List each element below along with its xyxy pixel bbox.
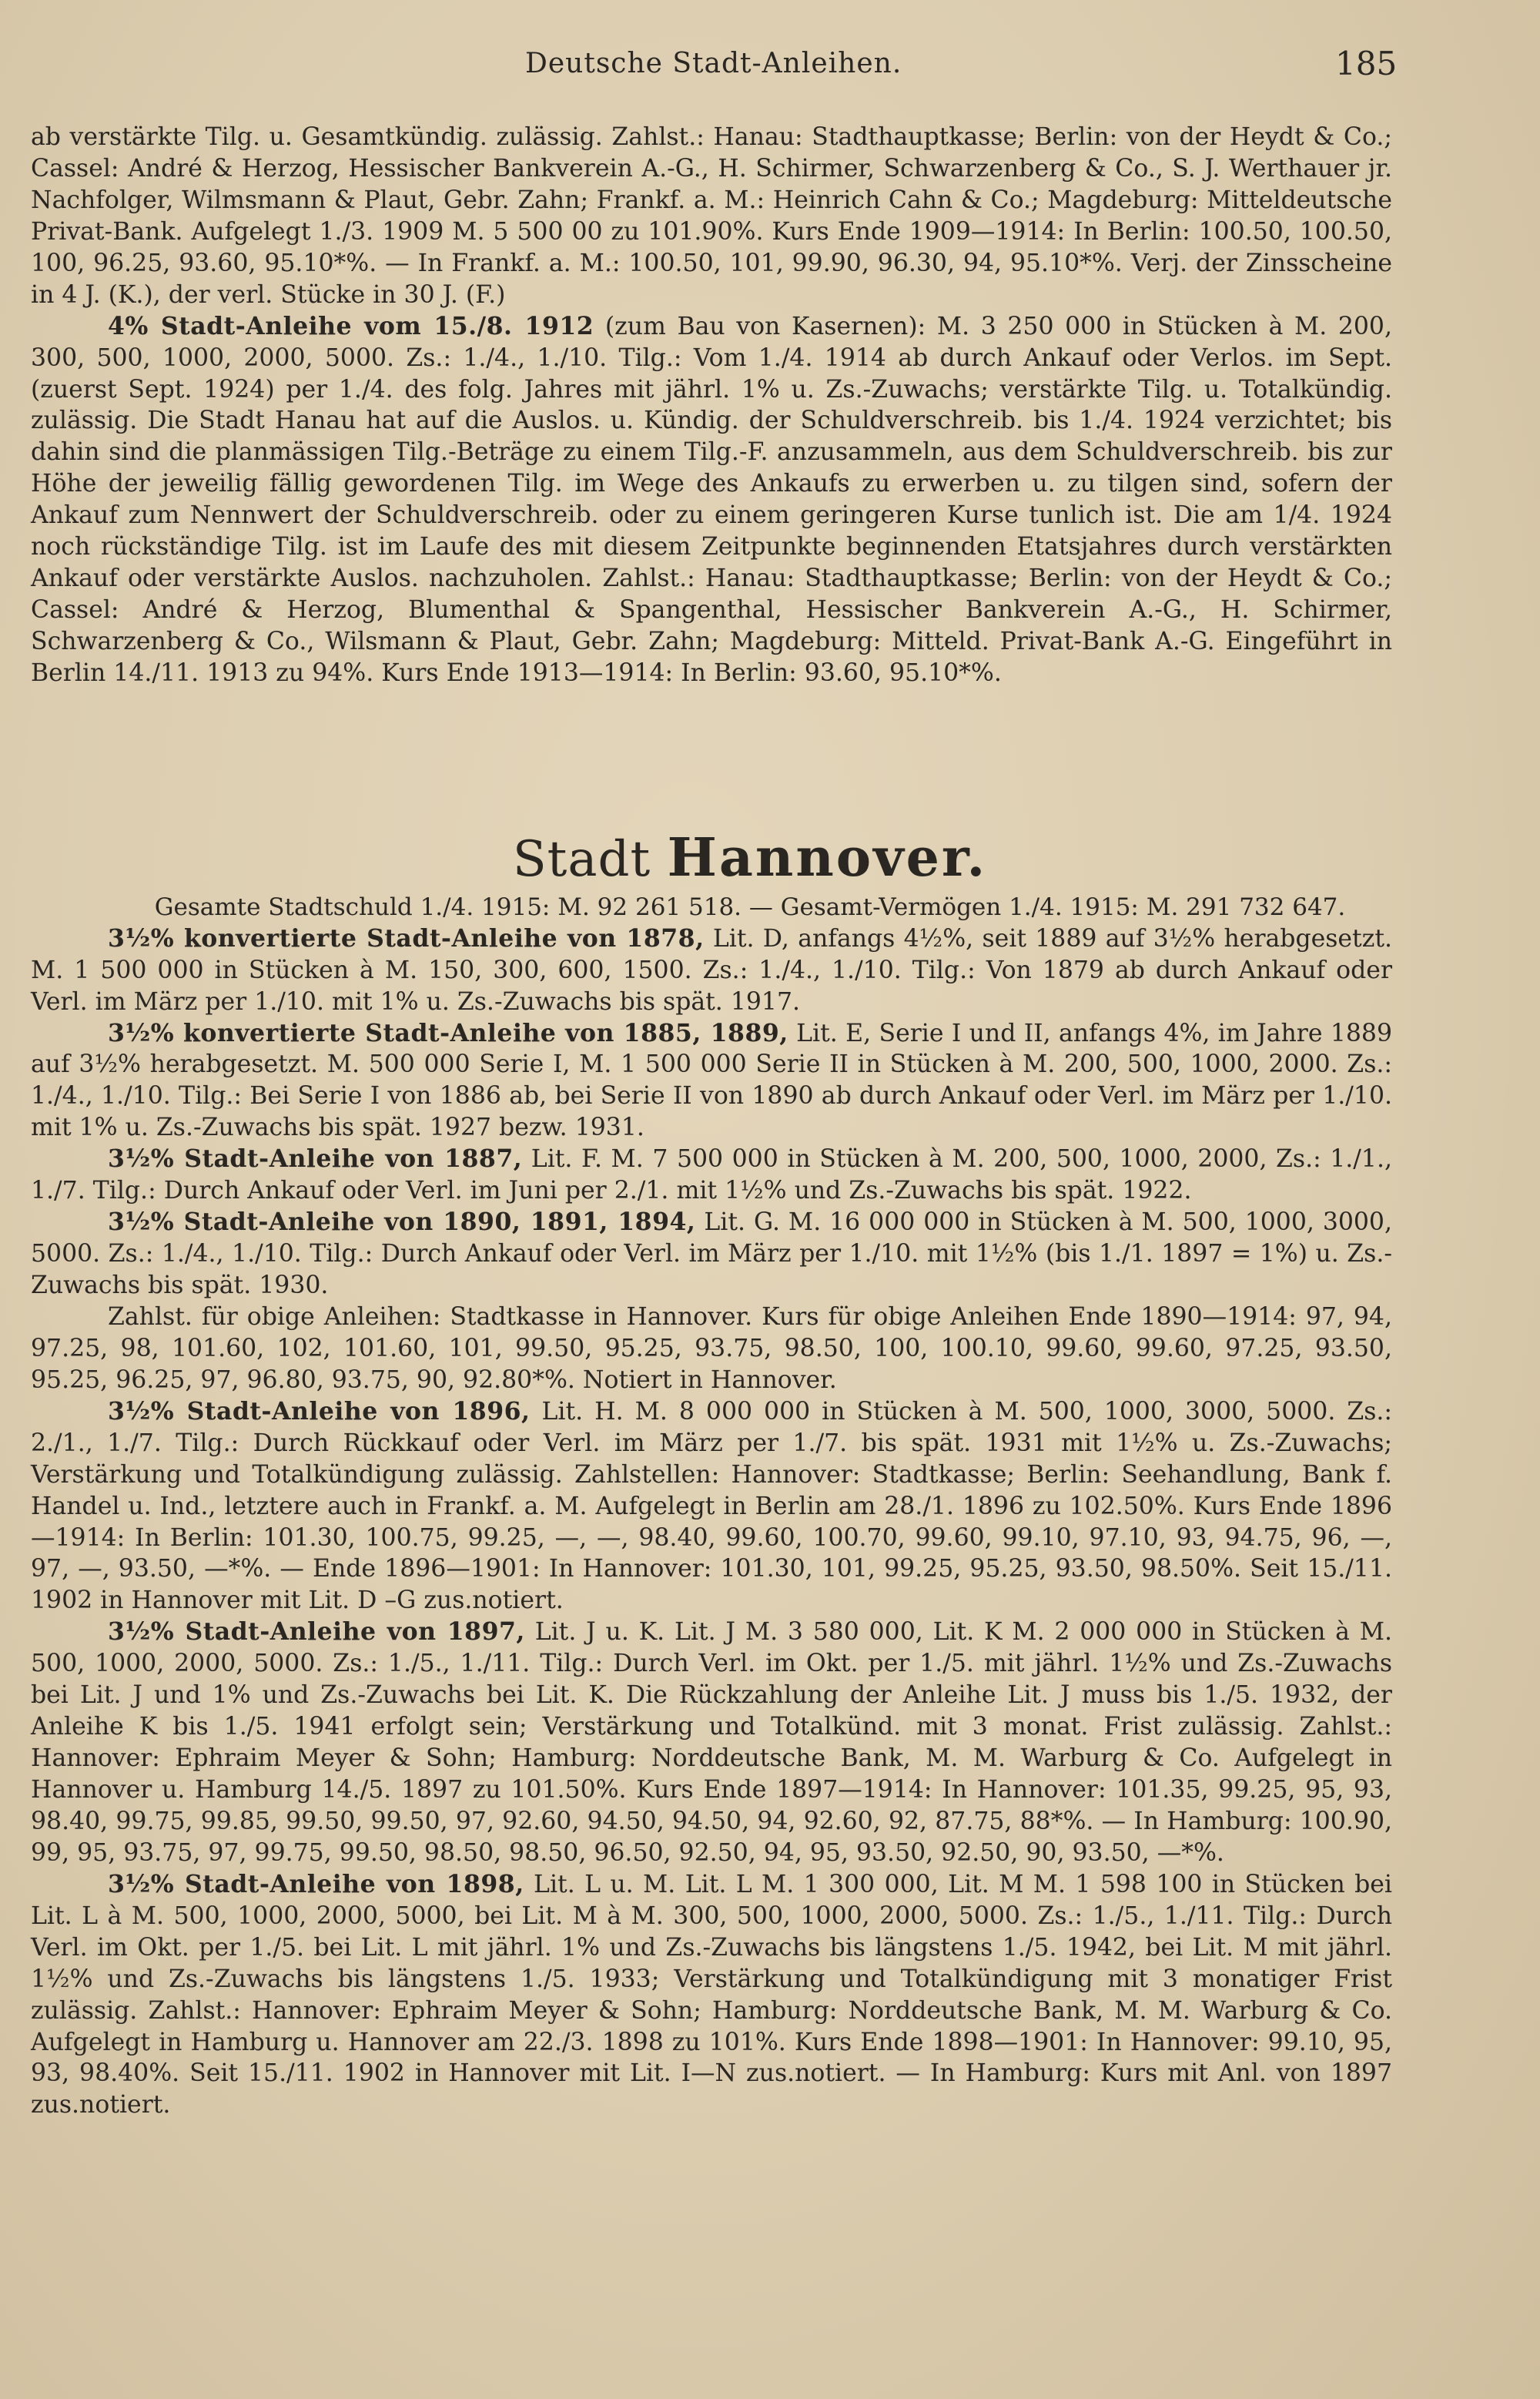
loan-heading: 3½% Stadt-Anleihe von 1896, [108, 1396, 531, 1426]
loan-heading: 3½% konvertierte Stadt-Anleihe von 1878, [108, 923, 705, 953]
loan-text: Lit. D, anfangs 4½%, seit 1889 auf 3½% herabgesetzt. M. 1 500 000 in Stücken à M. 150, 300, 600, 1500. Zs.: 1./4., 1./10. Tilg.: Von 1879 ab durch Ankauf oder Verl. im März per 1./10. mit 1% u. Zs.-Zuwachs bis spät. 1917. [31, 924, 1392, 1016]
loan-1885 [31, 1018, 1392, 1144]
loan-text: Lit. E, Serie I und II, anfangs 4%, im Jahre 1889 auf 3½% herabgesetzt. M. 500 000 Serie I, M. 1 500 000 Serie II in Stücken à M. 200, 500, 1000, 2000. Zs.: 1./4., 1./10. Tilg.: Bei Serie I von 1886 ab, bei Serie II von 1890 ab durch Ankauf oder Verl. im März per 1./10. mit 1% u. Zs.-Zuwachs bis spät. 1927 bezw. 1931. [31, 1019, 1392, 1142]
loan-text: Lit. J u. K. Lit. J M. 3 580 000, Lit. K M. 2 000 000 in Stücken à M. 500, 1000, 2000, 5000. Zs.: 1./5., 1./11. Tilg.: Durch Verl. im Okt. per 1./5. mit jährl. 1½% und Zs.-Zuwachs bei Lit. J und 1% und Zs.-Zuwachs bei Lit. K. Die Rückzahlung der Anleihe Lit. J muss bis 1./5. 1932, der Anleihe K bis 1./5. 1941 erfolgt sein; Verstärkung und Totalkünd. mit 3 monat. Frist zulässig. Zahlst.: Hannover: Ephraim Meyer & Sohn; Hamburg: Norddeutsche Bank, M. M. Warburg & Co. Aufgelegt in Hannover u. Hamburg 14./5. 1897 zu 101.50%. Kurs Ende 1897—1914: In Hannover: 101.35, 99.25, 95, 93, 98.40, 99.75, 99.85, 99.50, 99.50, 97, 92.60, 94.50, 94.50, 94, 92.60, 92, 87.75, 88*%. — In Hamburg: 100.90, 99, 95, 93.75, 97, 99.75, 99.50, 98.50, 98.50, 96.50, 92.50, 94, 95, 93.50, 92.50, 90, 93.50, —*%. [31, 1618, 1392, 1867]
page-number: 185 [1335, 45, 1398, 82]
loan-text: Lit. L u. M. Lit. L M. 1 300 000, Lit. M M. 1 598 100 in Stücken bei Lit. L à M. 500, 1000, 2000, 5000, bei Lit. M à M. 300, 500, 1000, 2000, 5000. Zs.: 1./5., 1./11. Tilg.: Durch Verl. im Okt. per 1./5. bei Lit. L mit jährl. 1% und Zs.-Zuwachs bis längstens 1./5. 1942, bei Lit. M mit jährl. 1½% und Zs.-Zuwachs bis längstens 1./5. 1933; Verstärkung und Totalkündigung mit 3 monatiger Frist zulässig. Zahlst.: Hannover: Ephraim Meyer & Sohn; Hamburg: Norddeutsche Bank, M. M. Warburg & Co. Aufgelegt in Hamburg u. Hannover am 22./3. 1898 zu 101%. Kurs Ende 1898—1901: In Hannover: 99.10, 95, 93, 98.40%. Seit 15./11. 1902 in Hannover mit Lit. I—N zus.notiert. — In Hamburg: Kurs mit Anl. von 1897 zus.notiert. [31, 1870, 1392, 2119]
loan-text: Lit. H. M. 8 000 000 in Stücken à M. 500, 1000, 3000, 5000. Zs.: 2./1., 1./7. Tilg.: Durch Rückkauf oder Verl. im März per 1./7. bis spät. 1931 mit 1½% u. Zs.-Zuwachs; Verstärkung und Totalkündigung zulässig. Zahlstellen: Hannover: Stadtkasse; Berlin: Seehandlung, Bank f. Handel u. Ind., letztere auch in Frankf. a. M. Aufgelegt in Berlin am 28./1. 1896 zu 102.50%. Kurs Ende 1896—1914: In Berlin: 101.30, 100.75, 99.25, —, —, 98.40, 99.60, 100.70, 99.60, 99.10, 97.10, 93, 94.75, 96, —, 97, —, 93.50, —*%. — Ende 1896—1901: In Hannover: 101.30, 101, 99.25, 95.25, 93.50, 98.50%. Seit 15./11. 1902 in Hannover mit Lit. D –G zus.notiert. [31, 1397, 1393, 1615]
section-title-name: Hannover. [667, 827, 988, 889]
loan-1898 [31, 1869, 1392, 2122]
loan-1896 [31, 1396, 1392, 1617]
hanau-section [31, 122, 1392, 689]
loan-text: (zum Bau von Kasernen): M. 3 250 000 in Stücken à M. 200, 300, 500, 1000, 2000, 5000. Zs.: 1./4., 1./10. Tilg.: Vom 1./4. 1914 ab durch Ankauf oder Verlos. im Sept. (zuerst Sept. 1924) per 1./4. des folg. Jahres mit jährl. 1% u. Zs.-Zuwachs; verstärkte Tilg. u. Totalkündig. zulässig. Die Stadt Hanau hat auf die Auslos. u. Kündig. der Schuldverschreib. bis 1./4. 1924 verzichtet; bis dahin sind die planmässigen Tilg.-Beträge zu einem Tilg.-F. anzusammeln, aus dem Schuldverschreib. bis zur Höhe der jeweilig fällig gewordenen Tilg. im Wege des Ankaufs zu erwerben u. zu tilgen sind, sofern der Ankauf zum Nennwert der Schuldverschreib. oder zu einem geringeren Kurse tunlich ist. Die am 1/4. 1924 noch rückständige Tilg. ist im Laufe des mit diesem Zeitpunkte beginnenden Etatsjahres durch verstärkten Ankauf oder verstärkte Auslos. nachzuholen. Zahlst.: Hanau: Stadthauptkasse; Berlin: von der Heydt & Co.; Cassel: André & Herzog, Blumenthal & Spangenthal, Hessischer Bankverein A.-G., H. Schirmer, Schwarzenberg & Co., Wilsmann & Plaut, Gebr. Zahn; Magdeburg: Mitteld. Privat-Bank A.-G. Eingeführt in Berlin 14./11. 1913 zu 94%. Kurs Ende 1913—1914: In Berlin: 93.60, 95.10*%. [31, 312, 1392, 687]
loan-text: Lit. G. M. 16 000 000 in Stücken à M. 500, 1000, 3000, 5000. Zs.: 1./4., 1./10. Tilg.: Durch Ankauf oder Verl. im März per 1./10. mit 1½% (bis 1./1. 1897 = 1%) u. Zs.-Zuwachs bis spät. 1930. [31, 1208, 1392, 1299]
running-title: Deutsche Stadt-Anleihen. [525, 48, 902, 79]
hannover-section [31, 824, 1392, 2121]
loan-1887 [31, 1144, 1392, 1207]
loan-heading: 3½% Stadt-Anleihe von 1887, [108, 1144, 523, 1174]
loan-heading: 3½% Stadt-Anleihe von 1898, [108, 1869, 524, 1898]
loan-1897 [31, 1617, 1392, 1869]
hanau-loan-1912 [31, 311, 1392, 689]
zahlst-note: Zahlst. für obige Anleihen: Stadtkasse in Hannover. Kurs für obige Anleihen Ende 1890—1914: 97, 94, 97.25, 98, 101.60, 102, 101.60, 101, 99.50, 95.25, 93.75, 98.50, 100, 100.10, 99.60, 99.60, 97.25, 93.50, 95.25, 96.25, 97, 96.80, 93.75, 90, 92.80*%. Notiert in Hannover. [31, 1302, 1392, 1394]
loan-1890 [31, 1207, 1392, 1302]
loan-heading: 3½% Stadt-Anleihe von 1897, [108, 1617, 525, 1647]
loan-1878 [31, 923, 1392, 1018]
section-title-prefix: Stadt [512, 831, 651, 888]
section-title [31, 824, 1392, 892]
debt-totals: Gesamte Stadtschuld 1./4. 1915: M. 92 261 518. — Gesamt-Vermögen 1./4. 1915: M. 291 732 647. [154, 893, 1346, 922]
loan-heading: 4% Stadt-Anleihe vom 15./8. 1912 [108, 311, 594, 340]
running-head [0, 45, 1540, 94]
loan-text: Lit. F. M. 7 500 000 in Stücken à M. 200, 500, 1000, 2000, Zs.: 1./1., 1./7. Tilg.: Durch Ankauf oder Verl. im Juni per 2./1. mit 1½% und Zs.-Zuwachs bis spät. 1922. [31, 1145, 1392, 1205]
loan-heading: 3½% Stadt-Anleihe von 1890, 1891, 1894, [108, 1208, 696, 1237]
hanau-continuation: ab verstärkte Tilg. u. Gesamtkündig. zulässig. Zahlst.: Hanau: Stadthauptkasse; Berlin: von der Heydt & Co.; Cassel: André & Herzog, Hessischer Bankverein A.-G., H. Schirmer, Schwarzenberg & Co., S. J. Werthauer jr. Nachfolger, Wilmsmann & Plaut, Gebr. Zahn; Frankf. a. M.: Heinrich Cahn & Co.; Magdeburg: Mitteldeutsche Privat-Bank. Aufgelegt 1./3. 1909 M. 5 500 00 zu 101.90%. Kurs Ende 1909—1914: In Berlin: 100.50, 100.50, 100, 96.25, 93.60, 95.10*%. — In Frankf. a. M.: 100.50, 101, 99.90, 96.30, 94, 95.10*%. Verj. der Zinsscheine in 4 J. (K.), der verl. Stücke in 30 J. (F.) [31, 123, 1392, 309]
loan-heading: 3½% konvertierte Stadt-Anleihe von 1885, 1889, [108, 1018, 788, 1047]
